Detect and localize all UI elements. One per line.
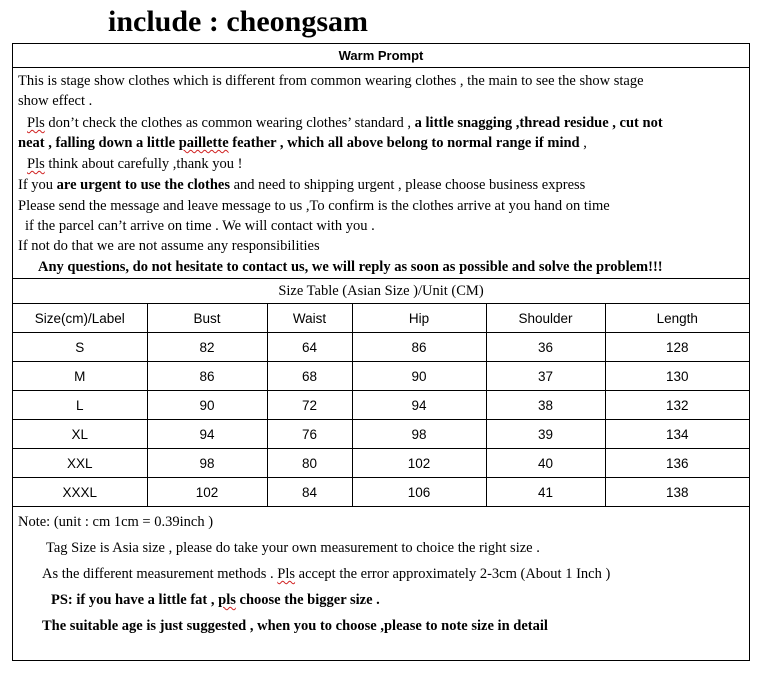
- size-table: [13, 304, 749, 507]
- hip-cell: 94: [352, 391, 486, 420]
- hip-cell: 98: [352, 420, 486, 449]
- size-label-cell: XXXL: [13, 478, 147, 507]
- warm-line-3-a: don’t check the clothes as common wearing clothes’ standard ,: [44, 115, 415, 131]
- size-label-cell: XL: [13, 420, 147, 449]
- warm-line-4-c: ,: [579, 135, 587, 151]
- waist-cell: 64: [267, 333, 352, 362]
- length-cell: 136: [605, 449, 749, 478]
- size-label-cell: L: [13, 391, 147, 420]
- warm-line-2: show effect .: [18, 93, 93, 109]
- warm-line-5: [27, 154, 242, 174]
- shoulder-cell: 38: [486, 391, 605, 420]
- page-heading: include : cheongsam: [108, 5, 369, 38]
- warm-line-1: This is stage show clothes which is different from common wearing clothes , the main to see the show stage: [18, 73, 644, 89]
- pls-text: Pls: [27, 115, 45, 131]
- column-header-bust: Bust: [147, 304, 267, 333]
- bust-cell: 94: [147, 420, 267, 449]
- column-header-waist: Waist: [267, 304, 352, 333]
- warm-line-3-b: a little snagging ,thread residue , cut not: [414, 115, 663, 131]
- shoulder-cell: 36: [486, 333, 605, 362]
- warm-prompt-body: [13, 68, 749, 279]
- bust-cell: 82: [147, 333, 267, 362]
- shoulder-cell: 39: [486, 420, 605, 449]
- warm-line-9: If not do that we are not assume any responsibilities: [18, 238, 320, 254]
- length-cell: 134: [605, 420, 749, 449]
- note-section: [13, 508, 749, 660]
- size-table-title: Size Table (Asian Size )/Unit (CM): [13, 279, 749, 304]
- warm-line-4-b: feather , which all above belong to normal range if mind: [228, 135, 580, 151]
- warm-line-6-b: are urgent to use the clothes: [56, 177, 230, 193]
- warm-line-3: [27, 113, 663, 133]
- column-header-size: Size(cm)/Label: [13, 304, 147, 333]
- warm-line-10: Any questions, do not hesitate to contact us, we will reply as soon as possible and solve the problem!!!: [38, 259, 663, 275]
- waist-cell: 68: [267, 362, 352, 391]
- size-label-cell: XXL: [13, 449, 147, 478]
- size-label-cell: S: [13, 333, 147, 362]
- waist-cell: 84: [267, 478, 352, 507]
- note-line-1: Note: (unit : cm 1cm = 0.39inch ): [18, 514, 214, 530]
- length-cell: 128: [605, 333, 749, 362]
- note-line-4-a: PS: if you have a little fat ,: [51, 592, 219, 608]
- table-row: [13, 333, 749, 362]
- shoulder-cell: 40: [486, 449, 605, 478]
- warm-line-6-c: and need to shipping urgent , please choose business express: [229, 177, 586, 193]
- note-line-3: [42, 564, 610, 584]
- note-line-2: Tag Size is Asia size , please do take your own measurement to choice the right size .: [46, 540, 540, 556]
- pls-text: Pls: [27, 156, 45, 172]
- product-info-sheet: [12, 43, 750, 661]
- pls-text: Pls: [277, 566, 296, 582]
- hip-cell: 86: [352, 333, 486, 362]
- table-row: [13, 449, 749, 478]
- hip-cell: 90: [352, 362, 486, 391]
- length-cell: 130: [605, 362, 749, 391]
- shoulder-cell: 37: [486, 362, 605, 391]
- table-row: [13, 478, 749, 507]
- note-line-4: [51, 590, 380, 610]
- warm-line-6-a: If you: [18, 177, 57, 193]
- column-header-hip: Hip: [352, 304, 486, 333]
- warm-line-7: Please send the message and leave message to us ,To confirm is the clothes arrive at you hand on time: [18, 198, 610, 214]
- hip-cell: 106: [352, 478, 486, 507]
- hip-cell: 102: [352, 449, 486, 478]
- note-line-5: The suitable age is just suggested , when you to choose ,please to note size in detail: [42, 618, 548, 634]
- warm-line-4-a: neat , falling down a little: [18, 135, 179, 151]
- bust-cell: 86: [147, 362, 267, 391]
- warm-line-6: [18, 175, 585, 195]
- table-row: [13, 391, 749, 420]
- warm-line-5-a: think about carefully ,thank you !: [44, 156, 243, 172]
- table-row: [13, 420, 749, 449]
- column-header-shoulder: Shoulder: [486, 304, 605, 333]
- warm-prompt-title: Warm Prompt: [13, 44, 749, 68]
- bust-cell: 98: [147, 449, 267, 478]
- length-cell: 138: [605, 478, 749, 507]
- bust-cell: 90: [147, 391, 267, 420]
- size-label-cell: M: [13, 362, 147, 391]
- note-line-4-b: choose the bigger size .: [235, 592, 380, 608]
- size-table-header-row: [13, 304, 749, 333]
- warm-line-4: [18, 133, 587, 153]
- length-cell: 132: [605, 391, 749, 420]
- column-header-length: Length: [605, 304, 749, 333]
- bust-cell: 102: [147, 478, 267, 507]
- waist-cell: 80: [267, 449, 352, 478]
- paillette-text: paillette: [178, 135, 229, 151]
- warm-line-8: if the parcel can’t arrive on time . We will contact with you .: [25, 218, 375, 234]
- table-row: [13, 362, 749, 391]
- shoulder-cell: 41: [486, 478, 605, 507]
- note-line-3-b: accept the error approximately 2-3cm (About 1 Inch ): [295, 566, 611, 582]
- pls-text: pls: [218, 592, 236, 608]
- note-line-3-a: As the different measurement methods .: [42, 566, 278, 582]
- waist-cell: 76: [267, 420, 352, 449]
- waist-cell: 72: [267, 391, 352, 420]
